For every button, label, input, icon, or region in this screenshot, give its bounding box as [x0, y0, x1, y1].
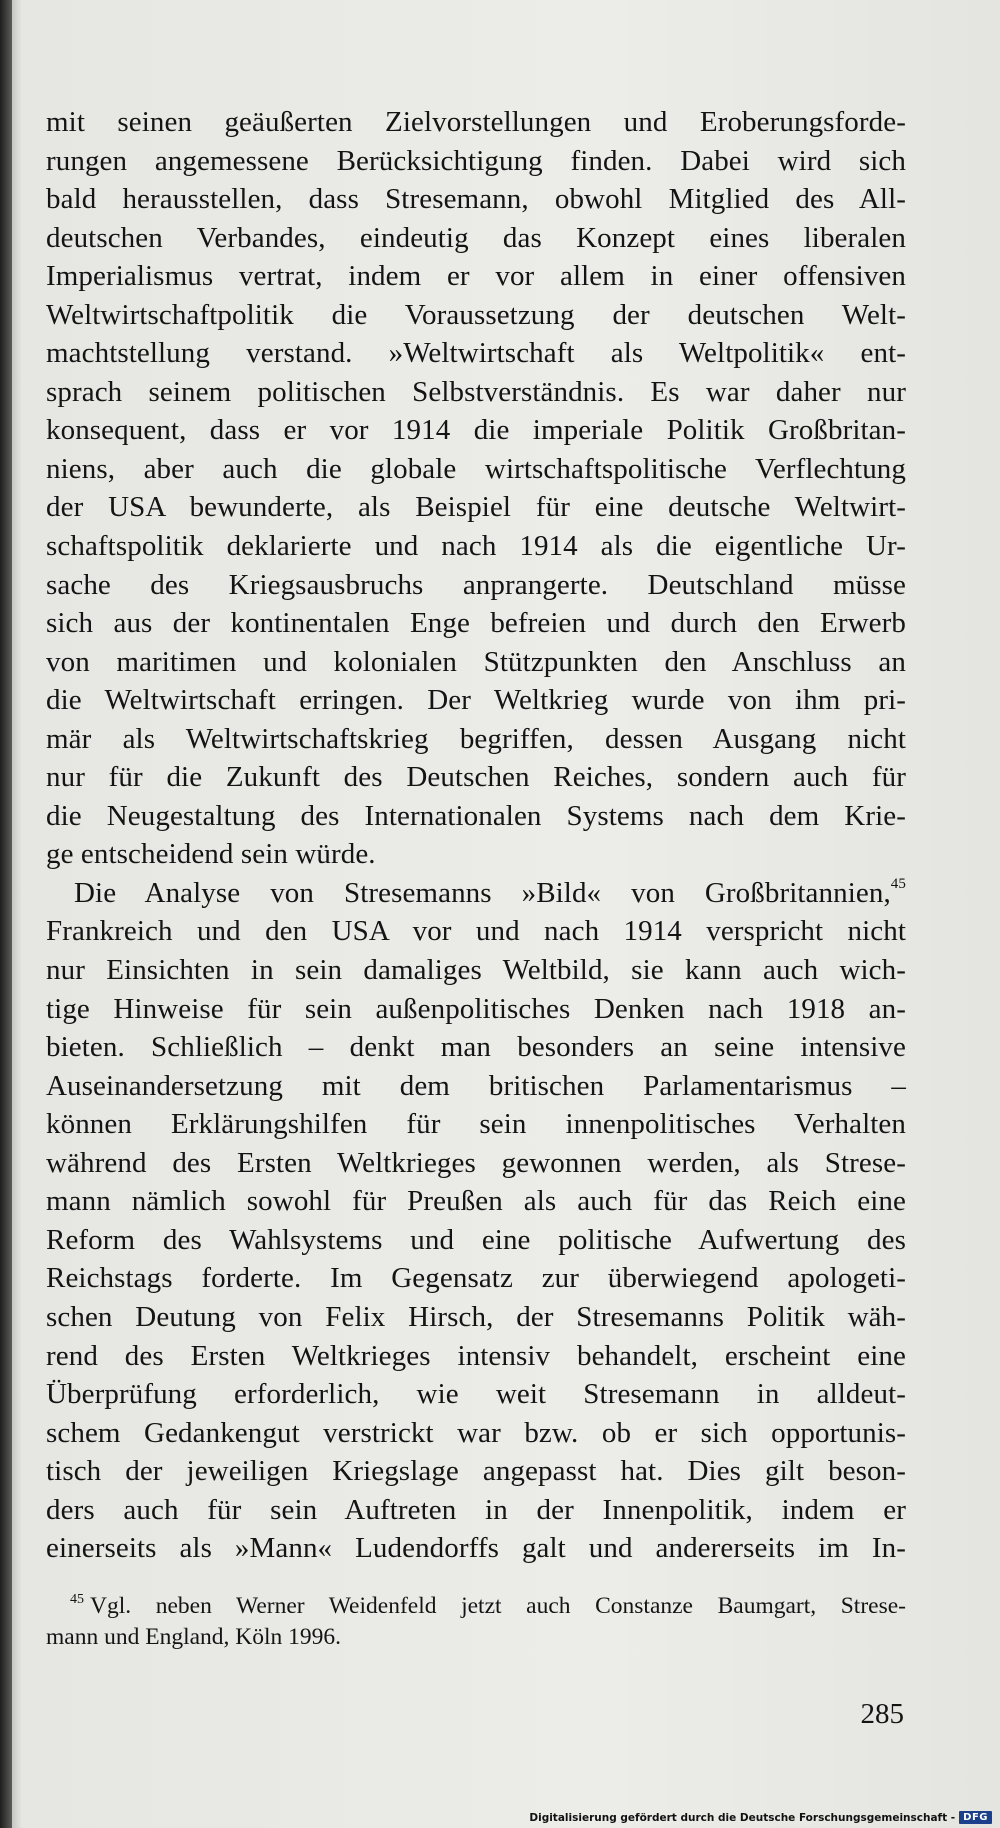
text-line: schen Deutung von Felix Hirsch, der Stresemanns Politik wäh- — [46, 1300, 906, 1333]
book-spine-shadow — [0, 0, 12, 1828]
text-line: Reichstags forderte. Im Gegensatz zur überwiegend apologeti- — [46, 1262, 906, 1295]
body-text — [46, 103, 906, 1568]
text-line: deutschen Verbandes, eindeutig das Konzept eines liberalen — [46, 221, 906, 254]
text-line: während des Ersten Weltkrieges gewonnen werden, als Strese- — [46, 1146, 906, 1179]
text-line: konsequent, dass er vor 1914 die imperiale Politik Großbritan- — [46, 414, 906, 447]
text-line: nur Einsichten in sein damaliges Weltbild, sie kann auch wich- — [46, 954, 906, 987]
text-line: mann nämlich sowohl für Preußen als auch für das Reich eine — [46, 1185, 906, 1218]
text-line: bieten. Schließlich – denkt man besonders an seine intensive — [46, 1031, 906, 1064]
footnote-text: Vgl. neben Werner Weidenfeld jetzt auch Constanze Baumgart, Strese- — [90, 1593, 906, 1619]
text-line: von maritimen und kolonialen Stützpunkten den Anschluss an — [46, 645, 906, 678]
text-line-content: Die Analyse von Stresemanns »Bild« von Großbritannien, — [74, 876, 891, 909]
text-line: die Weltwirtschaft erringen. Der Weltkrieg wurde von ihm pri- — [46, 684, 906, 717]
text-line: die Neugestaltung des Internationalen Systems nach dem Krie- — [46, 799, 906, 832]
footnote — [46, 1591, 906, 1653]
text-line: schem Gedankengut verstrickt war bzw. ob er sich opportunis- — [46, 1416, 906, 1449]
digitization-credit — [529, 1811, 992, 1824]
text-line: sache des Kriegsausbruchs anprangerte. Deutschland müsse — [46, 568, 906, 601]
digitization-note: Digitalisierung gefördert durch die Deutsche Forschungsgemeinschaft - — [529, 1811, 956, 1824]
footnote-reference: 45 — [890, 875, 906, 892]
text-line: mär als Weltwirtschaftskrieg begriffen, dessen Ausgang nicht — [46, 722, 906, 755]
paragraph-start-line — [46, 874, 906, 913]
text-line: bald herausstellen, dass Stresemann, obwohl Mitglied des All- — [46, 183, 906, 216]
text-line: der USA bewunderte, als Beispiel für eine deutsche Weltwirt- — [46, 491, 906, 524]
text-line: tisch der jeweiligen Kriegslage angepasst hat. Dies gilt beson- — [46, 1455, 906, 1488]
text-line: mit seinen geäußerten Zielvorstellungen und Eroberungsforde- — [46, 106, 906, 138]
text-line: Auseinandersetzung mit dem britischen Parlamentarismus – — [46, 1069, 906, 1102]
text-line: nur für die Zukunft des Deutschen Reiches, sondern auch für — [46, 761, 906, 794]
text-line: schaftspolitik deklarierte und nach 1914 als die eigentliche Ur- — [46, 530, 906, 563]
footnote-line — [46, 1591, 906, 1622]
page-number: 285 — [860, 1698, 904, 1730]
dfg-logo: DFG — [959, 1811, 992, 1824]
text-line: Frankreich und den USA vor und nach 1914 verspricht nicht — [46, 915, 906, 948]
text-line: niens, aber auch die globale wirtschaftspolitische Verflechtung — [46, 452, 906, 485]
text-line: Überprüfung erforderlich, wie weit Stresemann in alldeut- — [46, 1378, 906, 1411]
text-line: Weltwirtschaftpolitik die Voraussetzung der deutschen Welt- — [46, 298, 906, 331]
footnote-marker: 45 — [70, 1592, 84, 1607]
text-line: sich aus der kontinentalen Enge befreien und durch den Erwerb — [46, 607, 906, 640]
text-line: können Erklärungshilfen für sein innenpolitisches Verhalten — [46, 1108, 906, 1141]
text-line: Reform des Wahlsystems und eine politische Aufwertung des — [46, 1223, 906, 1256]
text-line: rungen angemessene Berücksichtigung finden. Dabei wird sich — [46, 144, 906, 177]
text-line: Imperialismus vertrat, indem er vor allem in einer offensiven — [46, 260, 906, 293]
text-line: ders auch für sein Auftreten in der Innenpolitik, indem er — [46, 1493, 906, 1526]
text-line: rend des Ersten Weltkrieges intensiv behandelt, erscheint eine — [46, 1339, 906, 1372]
text-line: sprach seinem politischen Selbstverständnis. Es war daher nur — [46, 375, 906, 408]
footnote-line: mann und England, Köln 1996. — [46, 1624, 342, 1650]
text-line: einerseits als »Mann« Ludendorffs galt und andererseits im In- — [46, 1532, 906, 1565]
text-line: machtstellung verstand. »Weltwirtschaft als Weltpolitik« ent- — [46, 337, 906, 370]
text-line: tige Hinweise für sein außenpolitisches Denken nach 1918 an- — [46, 992, 906, 1025]
paragraph-end-line: ge entscheidend sein würde. — [46, 838, 376, 871]
